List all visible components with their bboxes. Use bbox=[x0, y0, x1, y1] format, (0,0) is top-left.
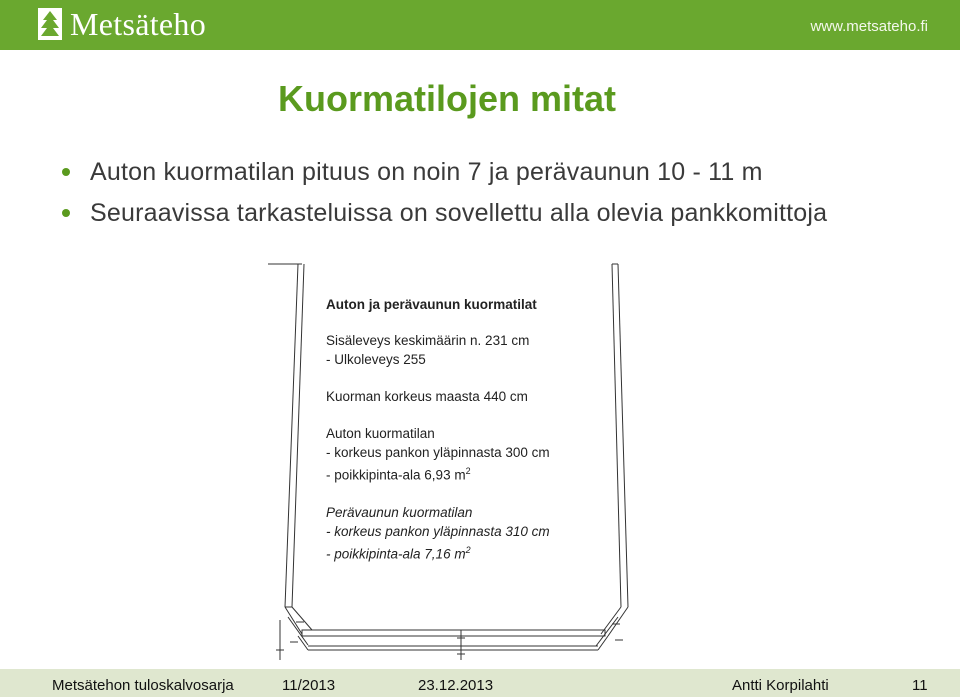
footer-issue: 11/2013 bbox=[282, 677, 336, 694]
footer-bar bbox=[0, 669, 960, 697]
site-url[interactable]: www.metsateho.fi bbox=[810, 18, 928, 35]
diagram-heading: Auton ja perävaunun kuormatilat bbox=[326, 297, 537, 312]
bullet-item: Seuraavissa tarkasteluissa on sovellettu alla olevia pankkomittoja bbox=[62, 197, 942, 230]
bullet-list bbox=[62, 156, 942, 230]
logo[interactable] bbox=[36, 2, 206, 46]
footer-series: Metsätehon tuloskalvosarja bbox=[52, 677, 234, 694]
tree-icon bbox=[36, 6, 64, 42]
logo-text: Metsäteho bbox=[70, 5, 206, 42]
truck-height: - korkeus pankon yläpinnasta 300 cm bbox=[326, 445, 550, 460]
footer-page-number: 11 bbox=[912, 677, 928, 694]
slide-title: Kuormatilojen mitat bbox=[278, 78, 617, 119]
trailer-height: - korkeus pankon yläpinnasta 310 cm bbox=[326, 523, 550, 539]
diagram-info bbox=[326, 295, 550, 563]
header-bar bbox=[0, 0, 960, 50]
footer-date: 23.12.2013 bbox=[418, 677, 494, 694]
footer-author: Antti Korpilahti bbox=[732, 677, 829, 694]
width-line-1: Sisäleveys keskimäärin n. 231 cm bbox=[326, 333, 530, 348]
width-line-2: - Ulkoleveys 255 bbox=[326, 352, 426, 367]
trailer-title: Perävaunun kuormatilan bbox=[326, 504, 473, 520]
truck-area: - poikkipinta-ala 6,93 $m^2$ bbox=[326, 466, 471, 483]
trailer-area: - poikkipinta-ala 7,16 $m^2$ bbox=[326, 544, 471, 561]
truck-title: Auton kuormatilan bbox=[326, 426, 435, 441]
load-height-line: Kuorman korkeus maasta 440 cm bbox=[326, 389, 528, 404]
bullet-item: Auton kuormatilan pituus on noin 7 ja perävaunun 10 - 11 m bbox=[62, 156, 942, 189]
